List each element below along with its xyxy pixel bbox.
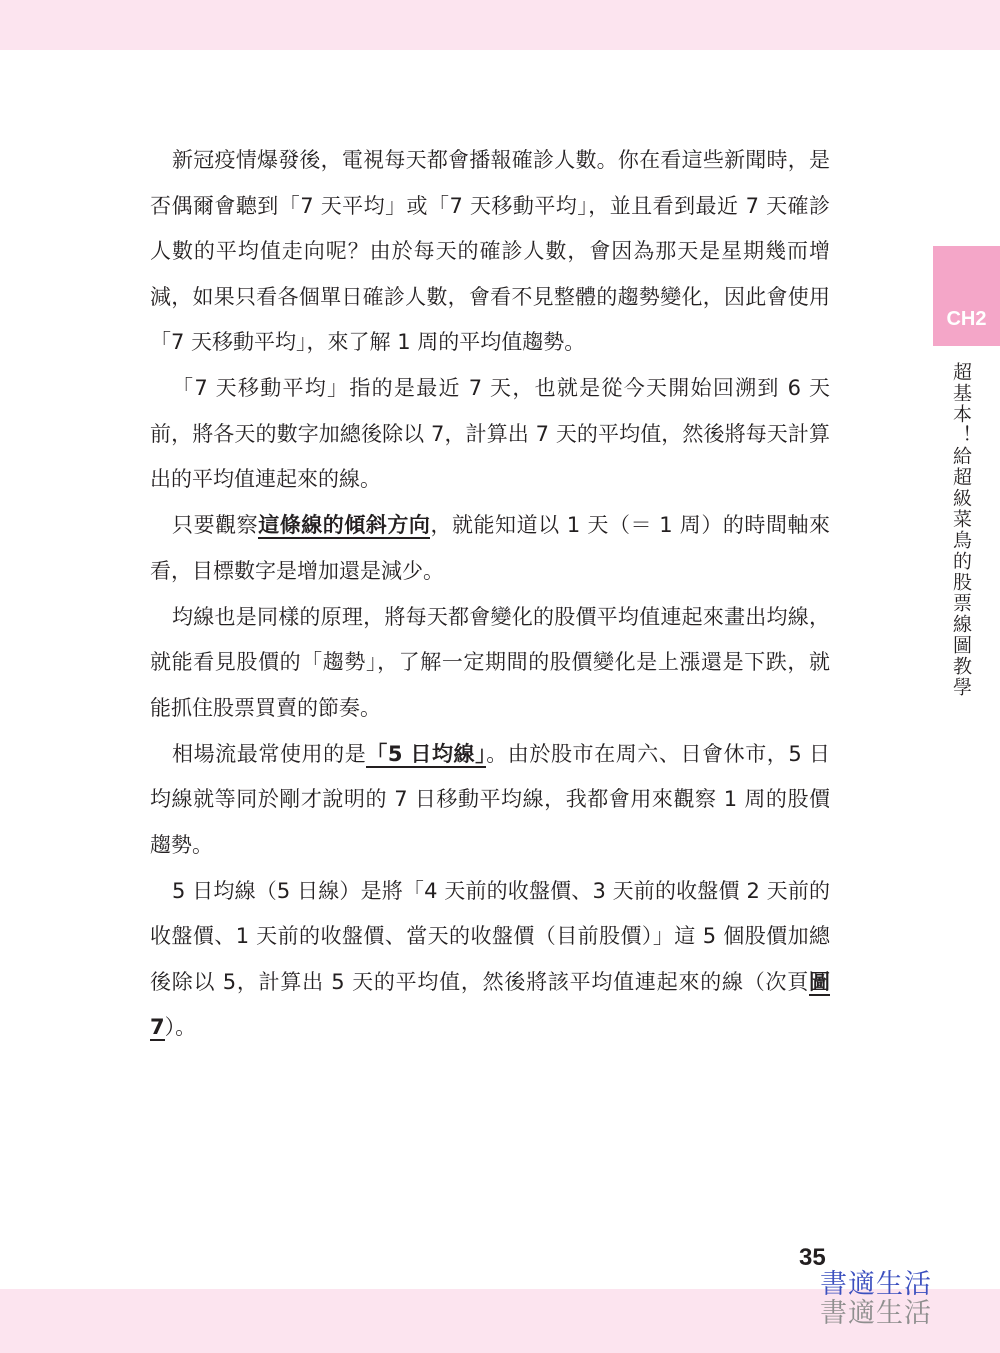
chapter-tab xyxy=(933,246,1000,346)
paragraph-1 xyxy=(150,138,830,366)
paragraph-5-after: 。由於股市在周六、日會休市，5 日均線就等同於剛才說明的 7 日移動平均線，我都會用來觀察 1 周的股價趨勢。 xyxy=(150,741,830,857)
watermark-blue: 書適生活 xyxy=(820,1269,932,1300)
paragraph-6-after: ）。 xyxy=(164,1015,197,1039)
figure-reference: 圖 7 xyxy=(150,969,830,1039)
paragraph-2-text: 「7 天移動平均」指的是最近 7 天，也就是從今天開始回溯到 6 天前，將各天的數字加總後除以 7，計算出 7 天的平均值，然後將每天計算出的平均值連起來的線。 xyxy=(150,376,830,491)
chapter-tab-label: CH2 xyxy=(946,308,987,330)
paragraph-6 xyxy=(150,869,830,1051)
paragraph-4 xyxy=(150,595,830,732)
paragraph-3 xyxy=(150,503,830,594)
watermark-gray: 書適生活 xyxy=(820,1298,932,1329)
top-decorative-band xyxy=(0,0,1000,50)
paragraph-4-text: 均線也是同樣的原理，將每天都會變化的股價平均值連起來畫出均線，就能看見股價的「趨勢」，了解一定期間的股價變化是上漲還是下跌，就能抓住股票買賣的節奏。 xyxy=(150,604,830,720)
body-text xyxy=(150,138,830,1051)
page-number: 35 xyxy=(799,1244,826,1271)
running-side-title: 超基本！給超級菜鳥的股票線圖教學 xyxy=(950,362,972,698)
paragraph-3-highlight: 這條線的傾斜方向 xyxy=(258,513,431,537)
paragraph-3-before: 只要觀察 xyxy=(172,513,259,537)
paragraph-3-after: ，就能知道以 1 天（＝ 1 周）的時間軸來看，目標數字是增加還是減少。 xyxy=(150,513,831,583)
paragraph-5 xyxy=(150,732,830,869)
paragraph-5-before: 相場流最常使用的是 xyxy=(172,741,367,766)
paragraph-6-text: 5 日均線（5 日線）是將「4 天前的收盤價、3 天前的收盤價 2 天前的收盤價、1 天前的收盤價、當天的收盤價（目前股價）」這 5 個股價加總後除以 5，計算出 5 天的平均值，然後將該平均值連起來的線（次頁 xyxy=(150,878,830,994)
paragraph-1-text: 新冠疫情爆發後，電視每天都會播報確診人數。你在看這些新聞時，是否偶爾會聽到「7 天平均」或「7 天移動平均」，並且看到最近 7 天確診人數的平均值走向呢？由於每天的確診人數，會因為那天是星期幾而增減，如果只看各個單日確診人數，會看不見整體的趨勢變化，因此會使用「7 天移動平均」，來了解 1 周的平均值趨勢。 xyxy=(150,148,830,354)
paragraph-2 xyxy=(150,366,830,503)
paragraph-5-highlight: 「5 日均線」 xyxy=(366,741,487,766)
